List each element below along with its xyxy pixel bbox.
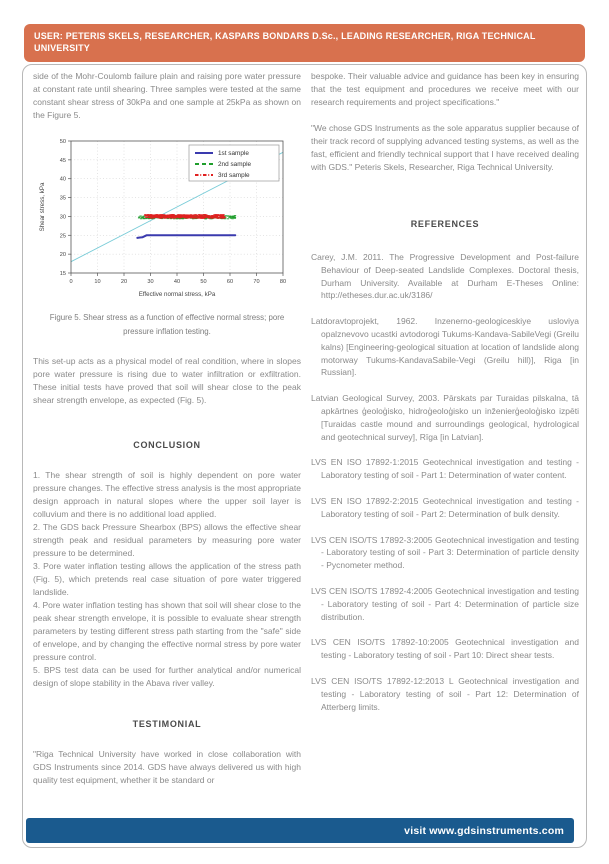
conclusion-item: 4. Pore water inflation testing has shown that soil will shear close to the peak shear strength envelope, it is possible to evaluate shear strength parameters by testing different stress path starting from the "safe" side of envelope, and by changing the effective normal stress by pore water pressure control.: [33, 600, 301, 662]
svg-text:2nd sample: 2nd sample: [218, 161, 252, 169]
conclusion-item: 3. Pore water inflation testing allows the application of the stress path (Fig. 5), which pretends real case situation of pore water triggered landslide.: [33, 561, 301, 597]
svg-text:30: 30: [147, 279, 154, 285]
reference-item: Carey, J.M. 2011. The Progressive Development and Post-failure Behaviour of Deep-seated Landslide Complexes. Doctoral thesis, Durham University. Available at Durham E-Theses Online: http://etheses.dur.ac.uk/3186/: [311, 252, 579, 301]
svg-text:30: 30: [59, 214, 66, 221]
svg-text:80: 80: [279, 279, 287, 285]
conclusion-list: [33, 469, 301, 690]
svg-text:40: 40: [173, 279, 181, 285]
svg-text:3rd sample: 3rd sample: [218, 172, 250, 180]
svg-text:60: 60: [226, 279, 234, 285]
references-list: [311, 251, 579, 713]
conclusion-item: 5. BPS test data can be used for further analytical and/or numerical design of slope stability in the Abava river valley.: [33, 665, 301, 688]
references-heading: REFERENCES: [410, 219, 480, 229]
reference-item: Latdoravtoprojekt, 1962. Inzenerno-geologiceskiye usloviya opalznevovo ucastki avtodorogi Tukums-Kandava-SabileVegi (Greilu kalns) [Engineering-geological situation at location of landslide along motorway Tukums-KandavaSabile-Vegi (Greilu hill)], Riga [in Russian].: [311, 316, 579, 378]
header-banner: [24, 24, 585, 62]
right-column: [311, 70, 579, 800]
testimonial-continued-paragraph: bespoke. Their valuable advice and guidance has been key in ensuring that the test equipment and procedures we receive meet with our research requirements and project specifications.": [311, 71, 579, 107]
svg-text:Shear stress, kPa: Shear stress, kPa: [39, 182, 46, 232]
svg-text:Effective normal stress, kPa: Effective normal stress, kPa: [138, 291, 216, 298]
svg-text:40: 40: [59, 176, 66, 183]
conclusion-heading: CONCLUSION: [133, 440, 201, 450]
reference-item: LVS CEN ISO/TS 17892-4:2005 Geotechnical investigation and testing - Laboratory testing of soil - Part 4: Determination of particle size distribution.: [311, 585, 579, 622]
reference-item: LVS EN ISO 17892-1:2015 Geotechnical investigation and testing - Laboratory testing of soil - Part 1: Determination of water content.: [311, 457, 579, 481]
two-column-layout: [33, 70, 579, 800]
svg-text:70: 70: [253, 279, 260, 285]
testimonial-paragraph: "Riga Technical University have worked in close collaboration with GDS Instruments since 2014. GDS have always delivered us with high quality test equipment, whether it be standard or: [33, 749, 301, 785]
svg-text:45: 45: [59, 157, 66, 164]
conclusion-item: 2. The GDS back Pressure Shearbox (BPS) allows the effective shear strength peak and residual parameters by measuring pore water pressure to be determined.: [33, 522, 301, 558]
svg-text:1st sample: 1st sample: [218, 150, 249, 158]
svg-text:0: 0: [69, 279, 73, 285]
svg-text:20: 20: [59, 252, 66, 259]
quote-paragraph: "We chose GDS Instruments as the sole apparatus supplier because of their track record of supplying advanced testing systems, as well as the fast, efficient and friendly technical support that I have received dealing with GDS." Peteris Skels, Researcher, Riga Technical University.: [311, 123, 579, 172]
svg-text:50: 50: [200, 279, 207, 285]
reference-item: LVS CEN ISO/TS 17892-12:2013 L Geotechnical investigation and testing - Laboratory testing of soil - Part 12: Determination of Atterberg limits.: [311, 675, 579, 712]
svg-text:25: 25: [59, 233, 66, 240]
figure5: [35, 135, 301, 305]
reference-item: LVS CEN ISO/TS 17892-3:2005 Geotechnical investigation and testing - Laboratory testing of soil - Part 3: Determination of particle density - Pycnometer method.: [311, 534, 579, 571]
header-title: USER: PETERIS SKELS, RESEARCHER, KASPARS BONDARS D.Sc., LEADING RESEARCHER, RIGA TECHNICAL UNIVERSITY: [34, 31, 536, 53]
svg-text:35: 35: [59, 195, 66, 202]
intro-paragraph: side of the Mohr-Coulomb failure plain and raising pore water pressure at constant rate until shearing. Three samples were tested at the same constant shear stress of 30kPa and one sample at 25kPa as shown on the Figure 5.: [33, 71, 301, 120]
svg-text:50: 50: [59, 139, 66, 145]
svg-text:10: 10: [94, 279, 101, 285]
conclusion-item: 1. The shear strength of soil is highly dependent on pore water pressure changes. The effective stress analysis is the most appropriate design approach in natural slopes where the upper soil layer is colluvium and there is no additional load applied.: [33, 470, 301, 519]
footer-website-link[interactable]: visit www.gdsinstruments.com: [404, 824, 564, 837]
reference-item: Latvian Geological Survey, 2003. Pārskats par Turaidas pilskalna, tā apkārtnes ģeoloģisko, hidroģeoloģisko un inženierģeoloģisko izpēti [Turaidas castle mound and surroundings geological, hydrological and geotechnical survey], Rīga [in Latvian].: [311, 393, 579, 442]
reference-item: LVS CEN ISO/TS 17892-10:2005 Geotechnical investigation and testing - Laboratory testing of soil - Part 10: Direct shear tests.: [311, 637, 579, 661]
reference-item: LVS EN ISO 17892-2:2015 Geotechnical investigation and testing - Laboratory testing of soil - Part 2: Determination of bulk density.: [311, 495, 579, 519]
svg-text:15: 15: [59, 271, 66, 277]
after-figure-paragraph: This set-up acts as a physical model of real condition, where in slopes pore water pressure is rising due to water infiltration or exfiltration. These initial tests have proved that soil will shear close to the peak shear strength envelope, as expected (Fig. 5).: [33, 356, 301, 405]
left-column: [33, 70, 301, 800]
figure5-caption: Figure 5. Shear stress as a function of effective normal stress; pore pressure inflation testing.: [49, 313, 285, 336]
footer-bar: [26, 818, 574, 843]
svg-text:20: 20: [120, 279, 128, 285]
testimonial-heading: TESTIMONIAL: [132, 719, 202, 729]
figure5-chart: [35, 135, 291, 305]
